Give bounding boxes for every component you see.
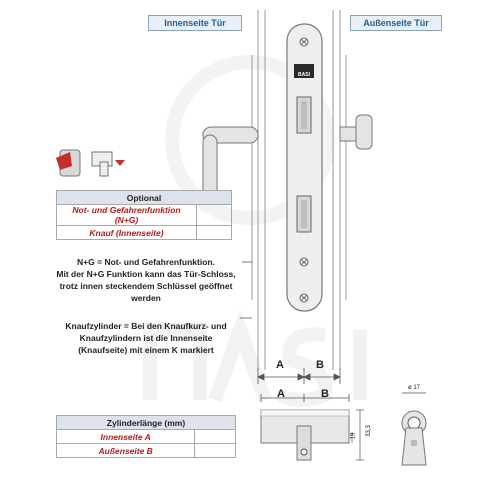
cylinder-b-label: B (321, 388, 329, 400)
dimension-diameter: ø 17 (408, 385, 421, 391)
optional-features-table (56, 190, 232, 240)
door-edges-right (333, 10, 346, 370)
outside-door-label: Außenseite Tür (350, 15, 442, 31)
length-row-outside: Außenseite B (57, 444, 195, 458)
inside-lever-handle (203, 127, 258, 197)
optional-table-title: Optional (57, 191, 232, 205)
lock-brand-logo: BASI (294, 64, 314, 78)
ng-function-note: N+G = Not- und Gefahrenfunktion. Mit der N+G Funktion kann das Tür-Schloss, trotz innen steckendem Schlüssel geöffnet werden (56, 257, 236, 303)
dimension-b-label: B (316, 359, 324, 371)
dimension-a-label: A (276, 359, 284, 371)
cylinder-front-view (402, 393, 426, 465)
dimension-body: 19 (350, 432, 357, 440)
length-row-inside: Innenseite A (57, 430, 195, 444)
dimension-height: 33,3 (365, 425, 372, 437)
inside-door-label: Innenseite Tür (148, 15, 242, 31)
optional-row-knob: Knauf (Innenseite) (57, 226, 197, 240)
outside-thumb-turn (340, 115, 372, 149)
cylinder-length-table (56, 415, 236, 458)
cylinder-a-label: A (277, 388, 285, 400)
length-table-title: Zylinderlänge (mm) (57, 416, 236, 430)
knob-cylinder-note: Knaufzylinder = Bei den Knaufkurz- und Knaufzylindern ist die Innenseite (Knaufseite) mit einem K markiert (65, 321, 227, 355)
cylinder-icon-ng (56, 150, 125, 176)
optional-row-ng: Not- und Gefahrenfunktion (N+G) (57, 205, 197, 226)
